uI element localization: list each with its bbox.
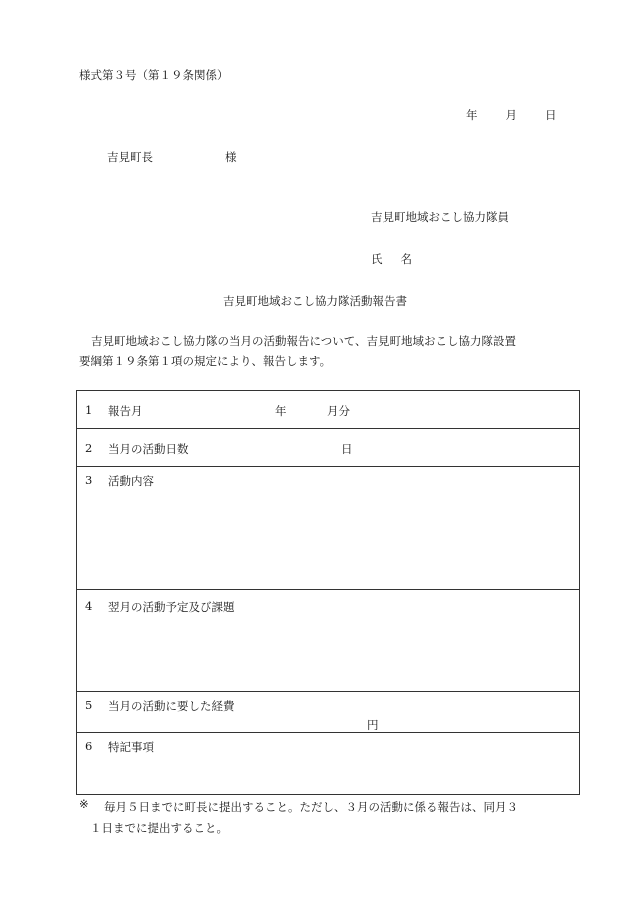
addressee-honorific: 様 bbox=[225, 150, 237, 164]
row-number: 5 bbox=[85, 698, 93, 712]
note-line-2: １日までに提出すること。 bbox=[90, 821, 228, 835]
date-year: 年 bbox=[466, 108, 478, 122]
row-number: 1 bbox=[85, 403, 93, 417]
row-number: 6 bbox=[85, 739, 93, 753]
row-number: 2 bbox=[85, 441, 93, 455]
table-row bbox=[77, 391, 580, 429]
row-number: 4 bbox=[85, 599, 93, 613]
row-label: 当月の活動日数 bbox=[108, 442, 189, 456]
body-line-2: 要綱第１９条第１項の規定により、報告します。 bbox=[79, 354, 332, 368]
body-text bbox=[79, 331, 577, 371]
row-label: 翌月の活動予定及び課題 bbox=[108, 600, 235, 614]
date-day: 日 bbox=[545, 108, 557, 122]
note-text bbox=[90, 797, 582, 839]
form-number: 様式第３号（第１９条関係） bbox=[79, 68, 229, 82]
row-label: 当月の活動に要した経費 bbox=[108, 699, 235, 713]
table-row bbox=[77, 692, 580, 733]
note-mark: ※ bbox=[79, 797, 89, 811]
table-row bbox=[77, 429, 580, 467]
submitter-name-label bbox=[371, 251, 412, 267]
table-row bbox=[77, 467, 580, 590]
table-row bbox=[77, 733, 580, 795]
note-line-1: 毎月５日までに町長に提出すること。ただし、３月の活動に係る報告は、同月３ bbox=[104, 800, 518, 814]
report-month-unit: 月分 bbox=[327, 404, 350, 418]
date-month: 月 bbox=[505, 108, 517, 122]
document-title: 吉見町地域おこし協力隊活動報告書 bbox=[223, 294, 407, 308]
row-number: 3 bbox=[85, 473, 93, 487]
date-line bbox=[466, 107, 557, 123]
report-year-unit: 年 bbox=[275, 404, 287, 418]
row-label: 活動内容 bbox=[108, 474, 154, 488]
name-label-1: 氏 bbox=[371, 252, 383, 266]
row-label: 報告月 bbox=[108, 404, 143, 418]
addressee-name: 吉見町長 bbox=[107, 150, 153, 164]
submitter-organization: 吉見町地域おこし協力隊員 bbox=[371, 210, 509, 224]
body-line-1: 吉見町地域おこし協力隊の当月の活動報告について、吉見町地域おこし協力隊設置 bbox=[91, 334, 517, 348]
name-label-2: 名 bbox=[400, 252, 412, 266]
table-row bbox=[77, 590, 580, 692]
activity-days-unit: 日 bbox=[341, 442, 353, 456]
report-table bbox=[76, 390, 580, 795]
expense-unit: 円 bbox=[367, 718, 379, 732]
row-label: 特記事項 bbox=[108, 740, 154, 754]
addressee bbox=[107, 149, 237, 165]
